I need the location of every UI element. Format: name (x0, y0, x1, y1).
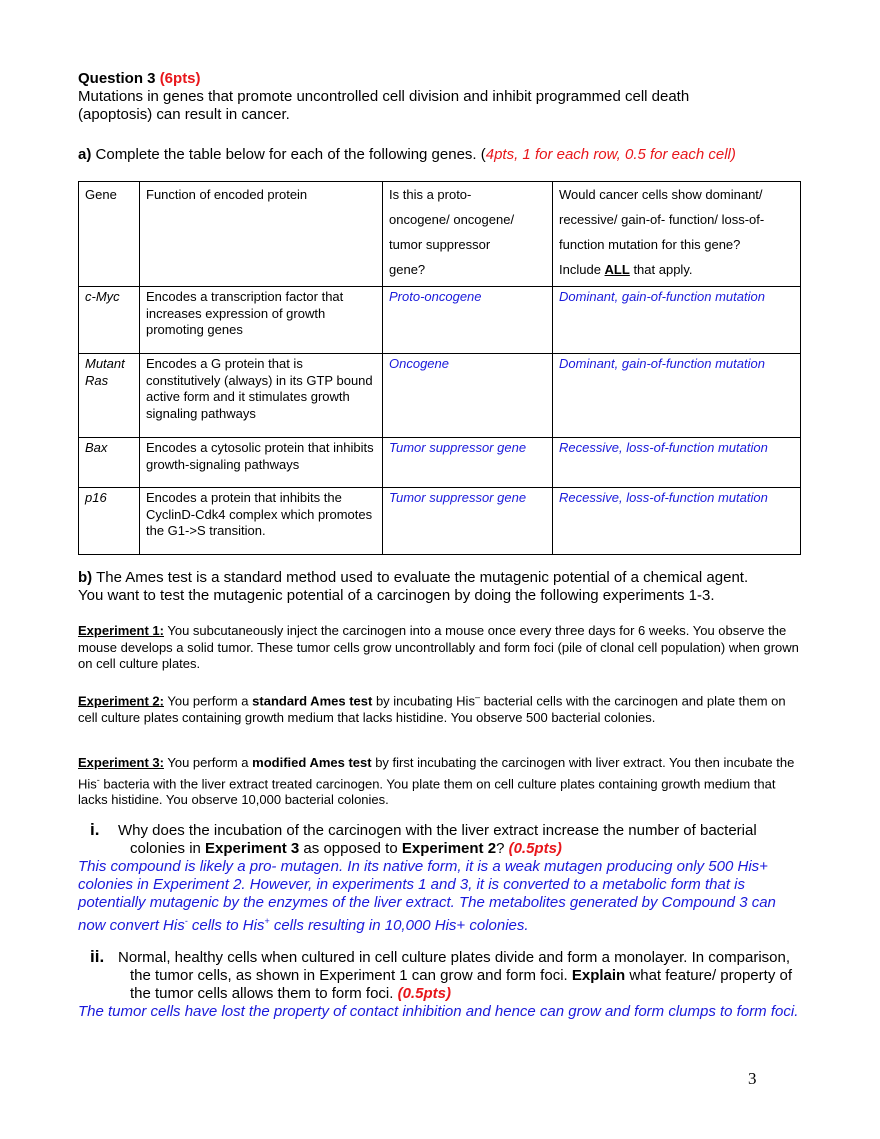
part-a-instruction (78, 146, 800, 164)
gene-cell: p16 (79, 488, 140, 555)
question-intro-line2: (apoptosis) can result in cancer. (78, 106, 290, 123)
table-row (79, 438, 801, 488)
question-points: (6pts) (159, 70, 201, 87)
part-b-line2: You want to test the mutagenic potential of a carcinogen by doing the following experiments 1-3. (78, 587, 715, 604)
mutation-type-cell: Dominant, gain-of-function mutation (553, 287, 801, 354)
question-header (78, 70, 800, 124)
part-a-text: Complete the table below for each of the following genes. ( (95, 146, 486, 163)
header-gene: Gene (79, 182, 140, 287)
question-title: Question 3 (78, 70, 156, 87)
table-row (79, 354, 801, 438)
gene-type-cell: Proto-oncogene (383, 287, 553, 354)
header-mutation-type: Would cancer cells show dominant/ recessive/ gain-of- function/ loss-of- function mutation for this gene? Include ALL that apply. (553, 182, 801, 287)
experiment-3: Experiment 3: You perform a modified Ames test by first incubating the carcinogen with liver extract. You then incubate the His- bacteria with the liver extract treated carcinogen. You plate them on cell culture plates containing growth medium that lacks histidine. You observe 10,000 bacterial colonies. (78, 755, 795, 808)
function-cell: Encodes a protein that inhibits the CyclinD-Cdk4 complex which promotes the G1->S transition. (140, 488, 383, 555)
part-a-label: a) (78, 146, 92, 163)
question-i-numeral: i. (90, 820, 100, 839)
experiment-2: Experiment 2: You perform a standard Ames test by incubating His– bacterial cells with the carcinogen and plate them on cell culture plates containing growth medium that lacks histidine. You observe 500 bacterial colonies. (78, 692, 786, 725)
mutation-type-cell: Recessive, loss-of-function mutation (553, 488, 801, 555)
part-a-points: 4pts, 1 for each row, 0.5 for each cell) (485, 146, 736, 163)
part-b-line1: The Ames test is a standard method used to evaluate the mutagenic potential of a chemical agent. (96, 569, 749, 586)
experiment-1-text: You subcutaneously inject the carcinogen into a mouse once every three days for 6 weeks. You observe the mouse develops a solid tumor. These tumor cells grow uncontrollably and form foci (pile of clonal cell population) when grown on cell culture plates. (78, 623, 799, 671)
question-i: i. Why does the incubation of the carcinogen with the liver extract increase the number of bacterial colonies in Experiment 3 as opposed to Experiment 2? (0.5pts) This compound is likely a pro- mutagen. In its native form, it is a weak mutagen producing only 500 His+ colonies in Experiment 2. However, in experiments 1 and 3, it is converted to a metabolic form that is potentially mutagenic by the enzymes of the liver extract. The metabolites generated by Compound 3 can now convert His- cells to His+ cells resulting in 10,000 His+ colonies. (78, 821, 800, 935)
gene-table (78, 181, 801, 555)
header-gene-type: Is this a proto- oncogene/ oncogene/ tumor suppressor gene? (383, 182, 553, 287)
gene-type-cell: Tumor suppressor gene (383, 438, 553, 488)
function-cell: Encodes a cytosolic protein that inhibits growth-signaling pathways (140, 438, 383, 488)
experiment-1-label: Experiment 1: (78, 623, 164, 638)
question-ii-answer: The tumor cells have lost the property of contact inhibition and hence can grow and form clumps to form foci. (78, 1003, 799, 1020)
table-row (79, 488, 801, 555)
gene-cell: Mutant Ras (79, 354, 140, 438)
question-ii: ii. Normal, healthy cells when cultured in cell culture plates divide and form a monolayer. In comparison, the tumor cells, as shown in Experiment 1 can grow and form foci. Explain what feature/ property of the tumor cells allows them to form foci. (0.5pts) The tumor cells have lost the property of contact inhibition and hence can grow and form clumps to form foci. (78, 947, 799, 1020)
function-cell: Encodes a transcription factor that increases expression of growth promoting genes (140, 287, 383, 354)
page-number: 3 (748, 1069, 757, 1088)
gene-type-cell: Tumor suppressor gene (383, 488, 553, 555)
part-b-intro (78, 569, 800, 605)
mutation-type-cell: Recessive, loss-of-function mutation (553, 438, 801, 488)
question-intro-line1: Mutations in genes that promote uncontrolled cell division and inhibit programmed cell death (78, 88, 690, 105)
function-cell: Encodes a G protein that is constitutively (always) in its GTP bound active form and it stimulates growth signaling pathways (140, 354, 383, 438)
gene-cell: c-Myc (79, 287, 140, 354)
table-row (79, 287, 801, 354)
experiment-3-label: Experiment 3: (78, 755, 164, 770)
header-function: Function of encoded protein (140, 182, 383, 287)
experiment-1 (78, 623, 800, 673)
experiment-2-label: Experiment 2: (78, 693, 164, 709)
gene-cell: Bax (79, 438, 140, 488)
question-i-answer: This compound is likely a pro- mutagen. In its native form, it is a weak mutagen producing only 500 His+ colonies in Experiment 2. However, in experiments 1 and 3, it is converted to a metabolic form that is potentially mutagenic by the enzymes of the liver extract. The metabolites generated by Compound 3 can now convert His- cells to His+ cells resulting in 10,000 His+ colonies. (78, 858, 776, 934)
question-ii-numeral: ii. (90, 947, 105, 966)
mutation-type-cell: Dominant, gain-of-function mutation (553, 354, 801, 438)
part-b-label: b) (78, 569, 93, 586)
gene-type-cell: Oncogene (383, 354, 553, 438)
table-header-row (79, 182, 801, 287)
